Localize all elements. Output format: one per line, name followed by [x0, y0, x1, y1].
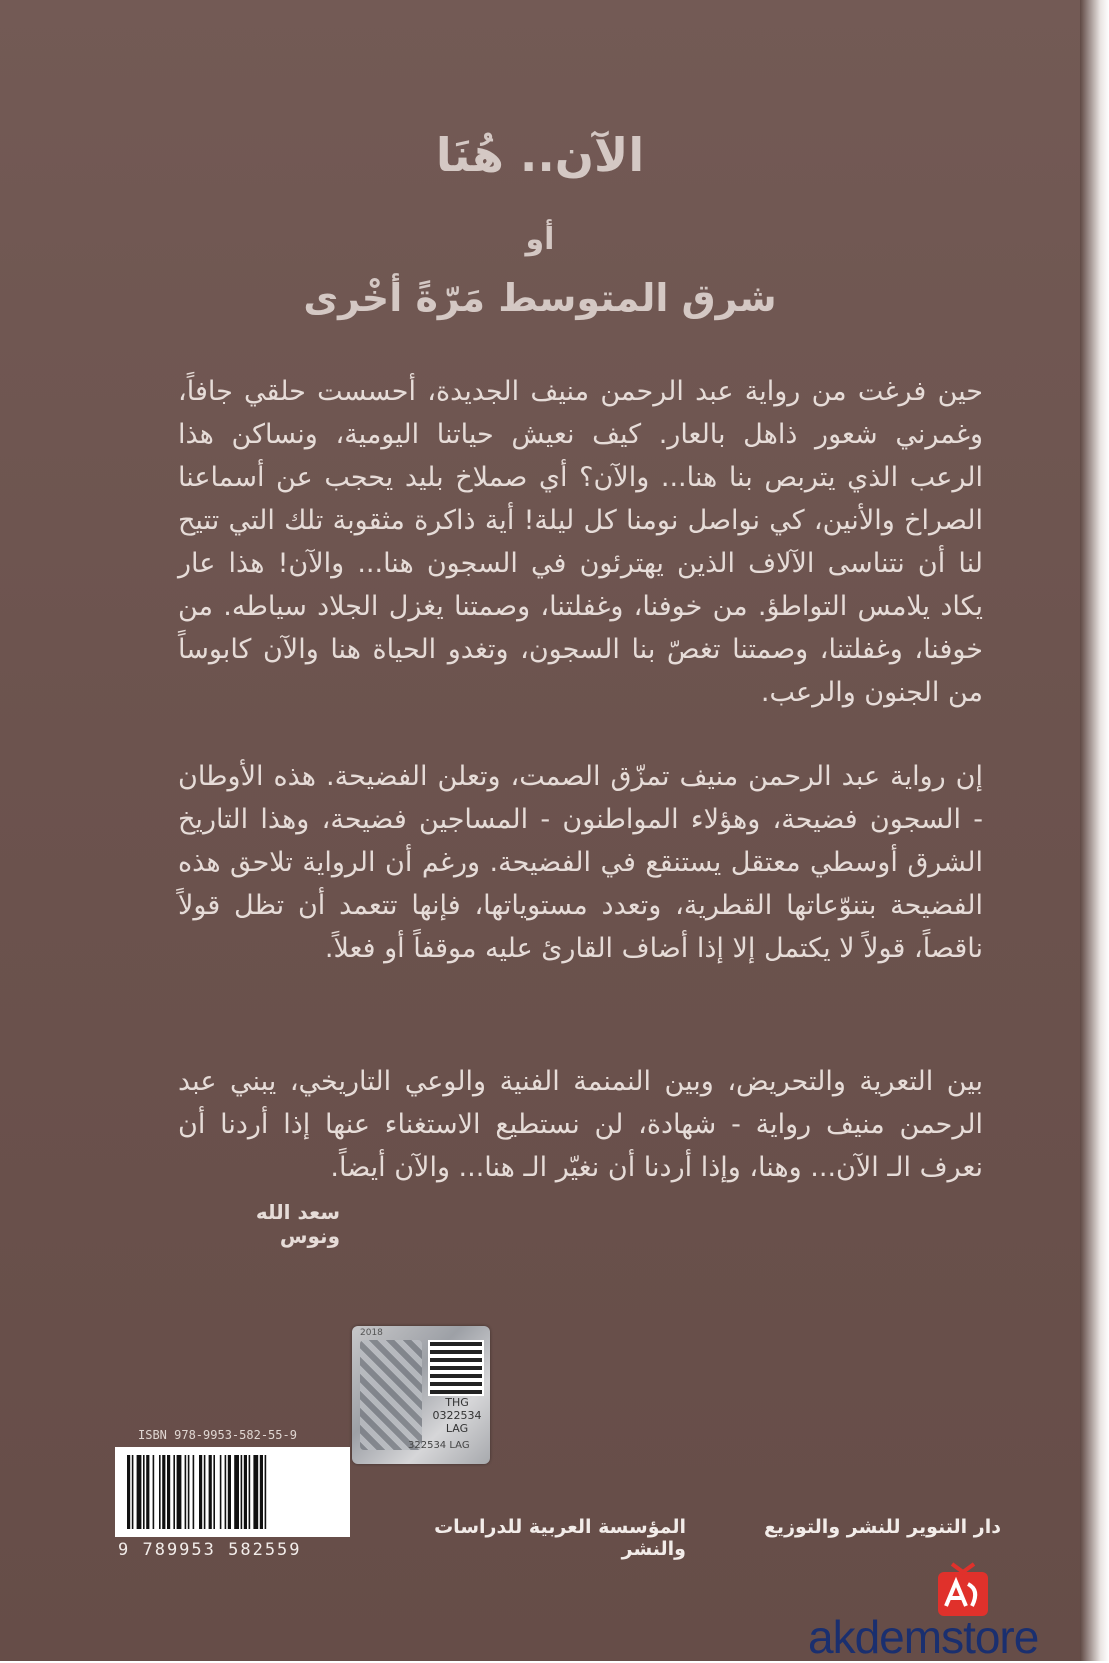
book-subtitle: شرق المتوسط مَرّةً أخْرى — [303, 276, 777, 320]
sticker-year: 2018 — [360, 1328, 383, 1338]
barcode-bars-icon — [127, 1455, 339, 1529]
barcode-bar — [265, 1455, 267, 1529]
title-conjunction: أو — [525, 222, 555, 257]
barcode-number: 9 789953 582559 — [118, 1540, 302, 1560]
page-edge — [1080, 0, 1109, 1661]
barcode-bar — [220, 1455, 222, 1529]
isbn-label: ISBN 978-9953-582-55-9 — [138, 1428, 297, 1442]
barcode-bar — [188, 1455, 190, 1529]
barcode-bar — [209, 1455, 212, 1529]
barcode — [115, 1447, 350, 1537]
barcode-bar — [143, 1455, 145, 1529]
qr-code-icon — [428, 1340, 484, 1396]
barcode-bar — [225, 1455, 227, 1529]
barcode-bar — [167, 1455, 170, 1529]
barcode-bar — [127, 1455, 130, 1529]
barcode-bar — [137, 1455, 142, 1529]
barcode-bar — [249, 1455, 251, 1529]
barcode-bar — [132, 1455, 134, 1529]
security-hologram-sticker — [352, 1326, 490, 1464]
publisher-arab-institute: المؤسسة العربية للدراسات والنشر — [434, 1516, 686, 1560]
barcode-bar — [146, 1455, 149, 1529]
store-brand: akdemstore — [808, 1611, 1039, 1663]
publisher-tanweer: دار التنوير للنشر والتوزيع — [763, 1516, 1001, 1538]
sticker-code-bottom: 322534 LAG — [408, 1440, 470, 1451]
barcode-bar — [185, 1455, 187, 1529]
barcode-bar — [234, 1455, 239, 1529]
store-watermark-logo — [808, 1611, 1108, 1663]
barcode-bar — [162, 1455, 165, 1529]
author-signature: سعد الله ونوس — [255, 1200, 340, 1248]
hologram-icon — [360, 1340, 422, 1450]
barcode-bar — [241, 1455, 243, 1529]
barcode-bar — [159, 1455, 161, 1529]
barcode-bar — [260, 1455, 263, 1529]
barcode-bar — [244, 1455, 247, 1529]
barcode-bar — [177, 1455, 182, 1529]
barcode-bar — [173, 1455, 175, 1529]
blurb-paragraph-3: بين التعرية والتحريض، وبين النمنمة الفنية والوعي التاريخي، يبني عبد الرحمن منيف رواية - شهادة، لن نستطيع الاستغناء عنها إذا أردنا أن نعرف الـ الآن... وهنا، وإذا أردنا أن نغيّر الـ هنا... والآن أيضاً. — [178, 1066, 983, 1183]
barcode-bar — [213, 1455, 215, 1529]
barcode-bar — [253, 1455, 258, 1529]
barcode-bar — [228, 1455, 231, 1529]
blurb-paragraph-1: حين فرغت من رواية عبد الرحمن منيف الجديدة، أحسست حلقي جافاً، وغمرني شعور ذاهل بالعار. كيف نعيش حياتنا اليومية، ونساكن هذا الرعب الذي يتربص بنا هنا... والآن؟ أي صملاخ بليد يحجب عن أسماعنا الصراخ والأنين، كي نواصل نومنا كل ليلة! أية ذاكرة مثقوبة تلك التي تتيح لنا أن نتناسى الآلاف الذين يهترئون في السجون هنا... والآن! هذا عار يكاد يلامس التواطؤ. من خوفنا، وغفلتنا، وصمتنا يغزل الجلاد سياطه. من خوفنا، وغفلتنا، وصمتنا تغصّ بنا السجون، وتغدو الحياة هنا والآن كابوساً من الجنون والرعب. — [178, 376, 983, 708]
barcode-bar — [153, 1455, 155, 1529]
barcode-bar — [199, 1455, 202, 1529]
blurb-paragraph-2: إن رواية عبد الرحمن منيف تمزّق الصمت، وتعلن الفضيحة. هذه الأوطان - السجون فضيحة، وهؤلاء المواطنون - المساجين فضيحة، وهذا التاريخ الشرق أوسطي معتقل يستنقع في الفضيحة. ورغم أن الرواية تلاحق هذه الفضيحة بتنوّعاتها القطرية، وتعدد مستوياتها، فإنها تتعمد أن تظل قولاً ناقصاً، قولاً لا يكتمل إلا إذا أضاف القارئ عليه موقفاً أو فعلاً. — [178, 761, 983, 964]
sticker-code: THG 0322534 LAG — [432, 1396, 482, 1435]
barcode-bar — [193, 1455, 195, 1529]
barcode-bar — [204, 1455, 206, 1529]
book-title: الآن.. هُنَا — [435, 128, 645, 182]
